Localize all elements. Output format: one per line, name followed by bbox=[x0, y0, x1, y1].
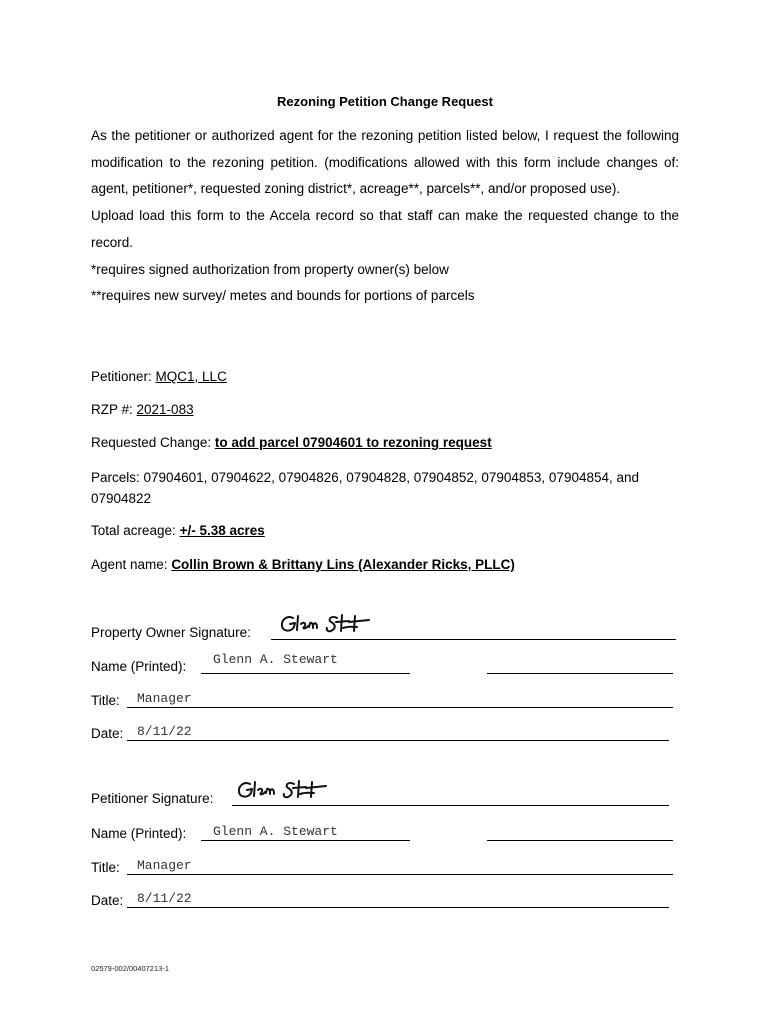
acreage-line bbox=[91, 523, 265, 538]
intro-paragraph: As the petitioner or authorized agent for the rezoning petition listed below, I request the following modification to the rezoning petition. (modifications allowed with this form include changes of: agent, petitioner*, requested zoning district*, acreage**, parcels**, and/or proposed use). bbox=[91, 128, 679, 197]
petitioner-date-row bbox=[91, 888, 669, 908]
document-title: Rezoning Petition Change Request bbox=[277, 94, 493, 109]
petitioner-title-row bbox=[91, 855, 673, 875]
intro-paragraph: Upload load this form to the Accela record so that staff can make the requested change to the record. bbox=[91, 208, 679, 250]
parcels-label: Parcels: bbox=[91, 470, 144, 485]
petitioner-signature-label: Petitioner Signature: bbox=[91, 791, 214, 806]
agent-line bbox=[91, 557, 515, 572]
owner-name-row bbox=[91, 654, 673, 674]
rzp-label: RZP #: bbox=[91, 402, 137, 417]
owner-signature-row bbox=[91, 620, 676, 640]
owner-date-line[interactable] bbox=[127, 740, 669, 741]
petitioner-name-value: Glenn A. Stewart bbox=[213, 824, 338, 839]
petitioner-line bbox=[91, 369, 227, 384]
parcels-value: 07904601, 07904622, 07904826, 07904828, 07904852, 07904853, 07904854, and 07904822 bbox=[91, 470, 640, 506]
document-footer-id: 02579-002/00407213-1 bbox=[91, 964, 169, 973]
rzp-line bbox=[91, 402, 194, 417]
requested-change-line bbox=[91, 435, 492, 450]
owner-title-row bbox=[91, 688, 673, 708]
petitioner-date-label: Date: bbox=[91, 893, 124, 908]
owner-date-label: Date: bbox=[91, 726, 124, 741]
requested-change-label: Requested Change: bbox=[91, 435, 215, 450]
petitioner-signature-row bbox=[91, 786, 669, 806]
intro-text bbox=[91, 123, 679, 310]
owner-signature-line[interactable] bbox=[271, 639, 676, 640]
owner-name-label: Name (Printed): bbox=[91, 659, 187, 674]
petitioner-name-row bbox=[91, 821, 673, 841]
petitioner-name-line-extension bbox=[487, 840, 673, 841]
owner-title-label: Title: bbox=[91, 693, 120, 708]
owner-title-value: Manager bbox=[137, 691, 192, 706]
owner-date-value: 8/11/22 bbox=[137, 724, 192, 739]
petitioner-date-value: 8/11/22 bbox=[137, 891, 192, 906]
parcels-line bbox=[91, 467, 681, 509]
owner-signature-label: Property Owner Signature: bbox=[91, 625, 251, 640]
acreage-value: +/- 5.38 acres bbox=[179, 523, 265, 538]
owner-name-value: Glenn A. Stewart bbox=[213, 652, 338, 667]
intro-note: *requires signed authorization from property owner(s) below bbox=[91, 261, 449, 277]
petitioner-name-label: Name (Printed): bbox=[91, 826, 187, 841]
petitioner-title-label: Title: bbox=[91, 860, 120, 875]
owner-date-row bbox=[91, 721, 669, 741]
petitioner-value: MQC1, LLC bbox=[155, 369, 227, 384]
rzp-value: 2021-083 bbox=[136, 402, 194, 417]
petitioner-date-line[interactable] bbox=[127, 907, 669, 908]
acreage-label: Total acreage: bbox=[91, 523, 180, 538]
owner-name-line-extension bbox=[487, 673, 673, 674]
petitioner-signature-image bbox=[236, 778, 336, 804]
intro-note: **requires new survey/ metes and bounds for portions of parcels bbox=[91, 288, 475, 304]
petitioner-signature-line[interactable] bbox=[232, 805, 669, 806]
agent-value: Collin Brown & Brittany Lins (Alexander Ricks, PLLC) bbox=[171, 557, 515, 572]
owner-signature-image bbox=[279, 612, 379, 638]
petitioner-title-line[interactable] bbox=[127, 874, 673, 875]
owner-name-line[interactable] bbox=[201, 673, 410, 674]
agent-label: Agent name: bbox=[91, 557, 172, 572]
owner-title-line[interactable] bbox=[127, 707, 673, 708]
petitioner-label: Petitioner: bbox=[91, 369, 156, 384]
requested-change-value: to add parcel 07904601 to rezoning request bbox=[214, 435, 492, 450]
petitioner-title-value: Manager bbox=[137, 858, 192, 873]
petitioner-name-line[interactable] bbox=[201, 840, 410, 841]
